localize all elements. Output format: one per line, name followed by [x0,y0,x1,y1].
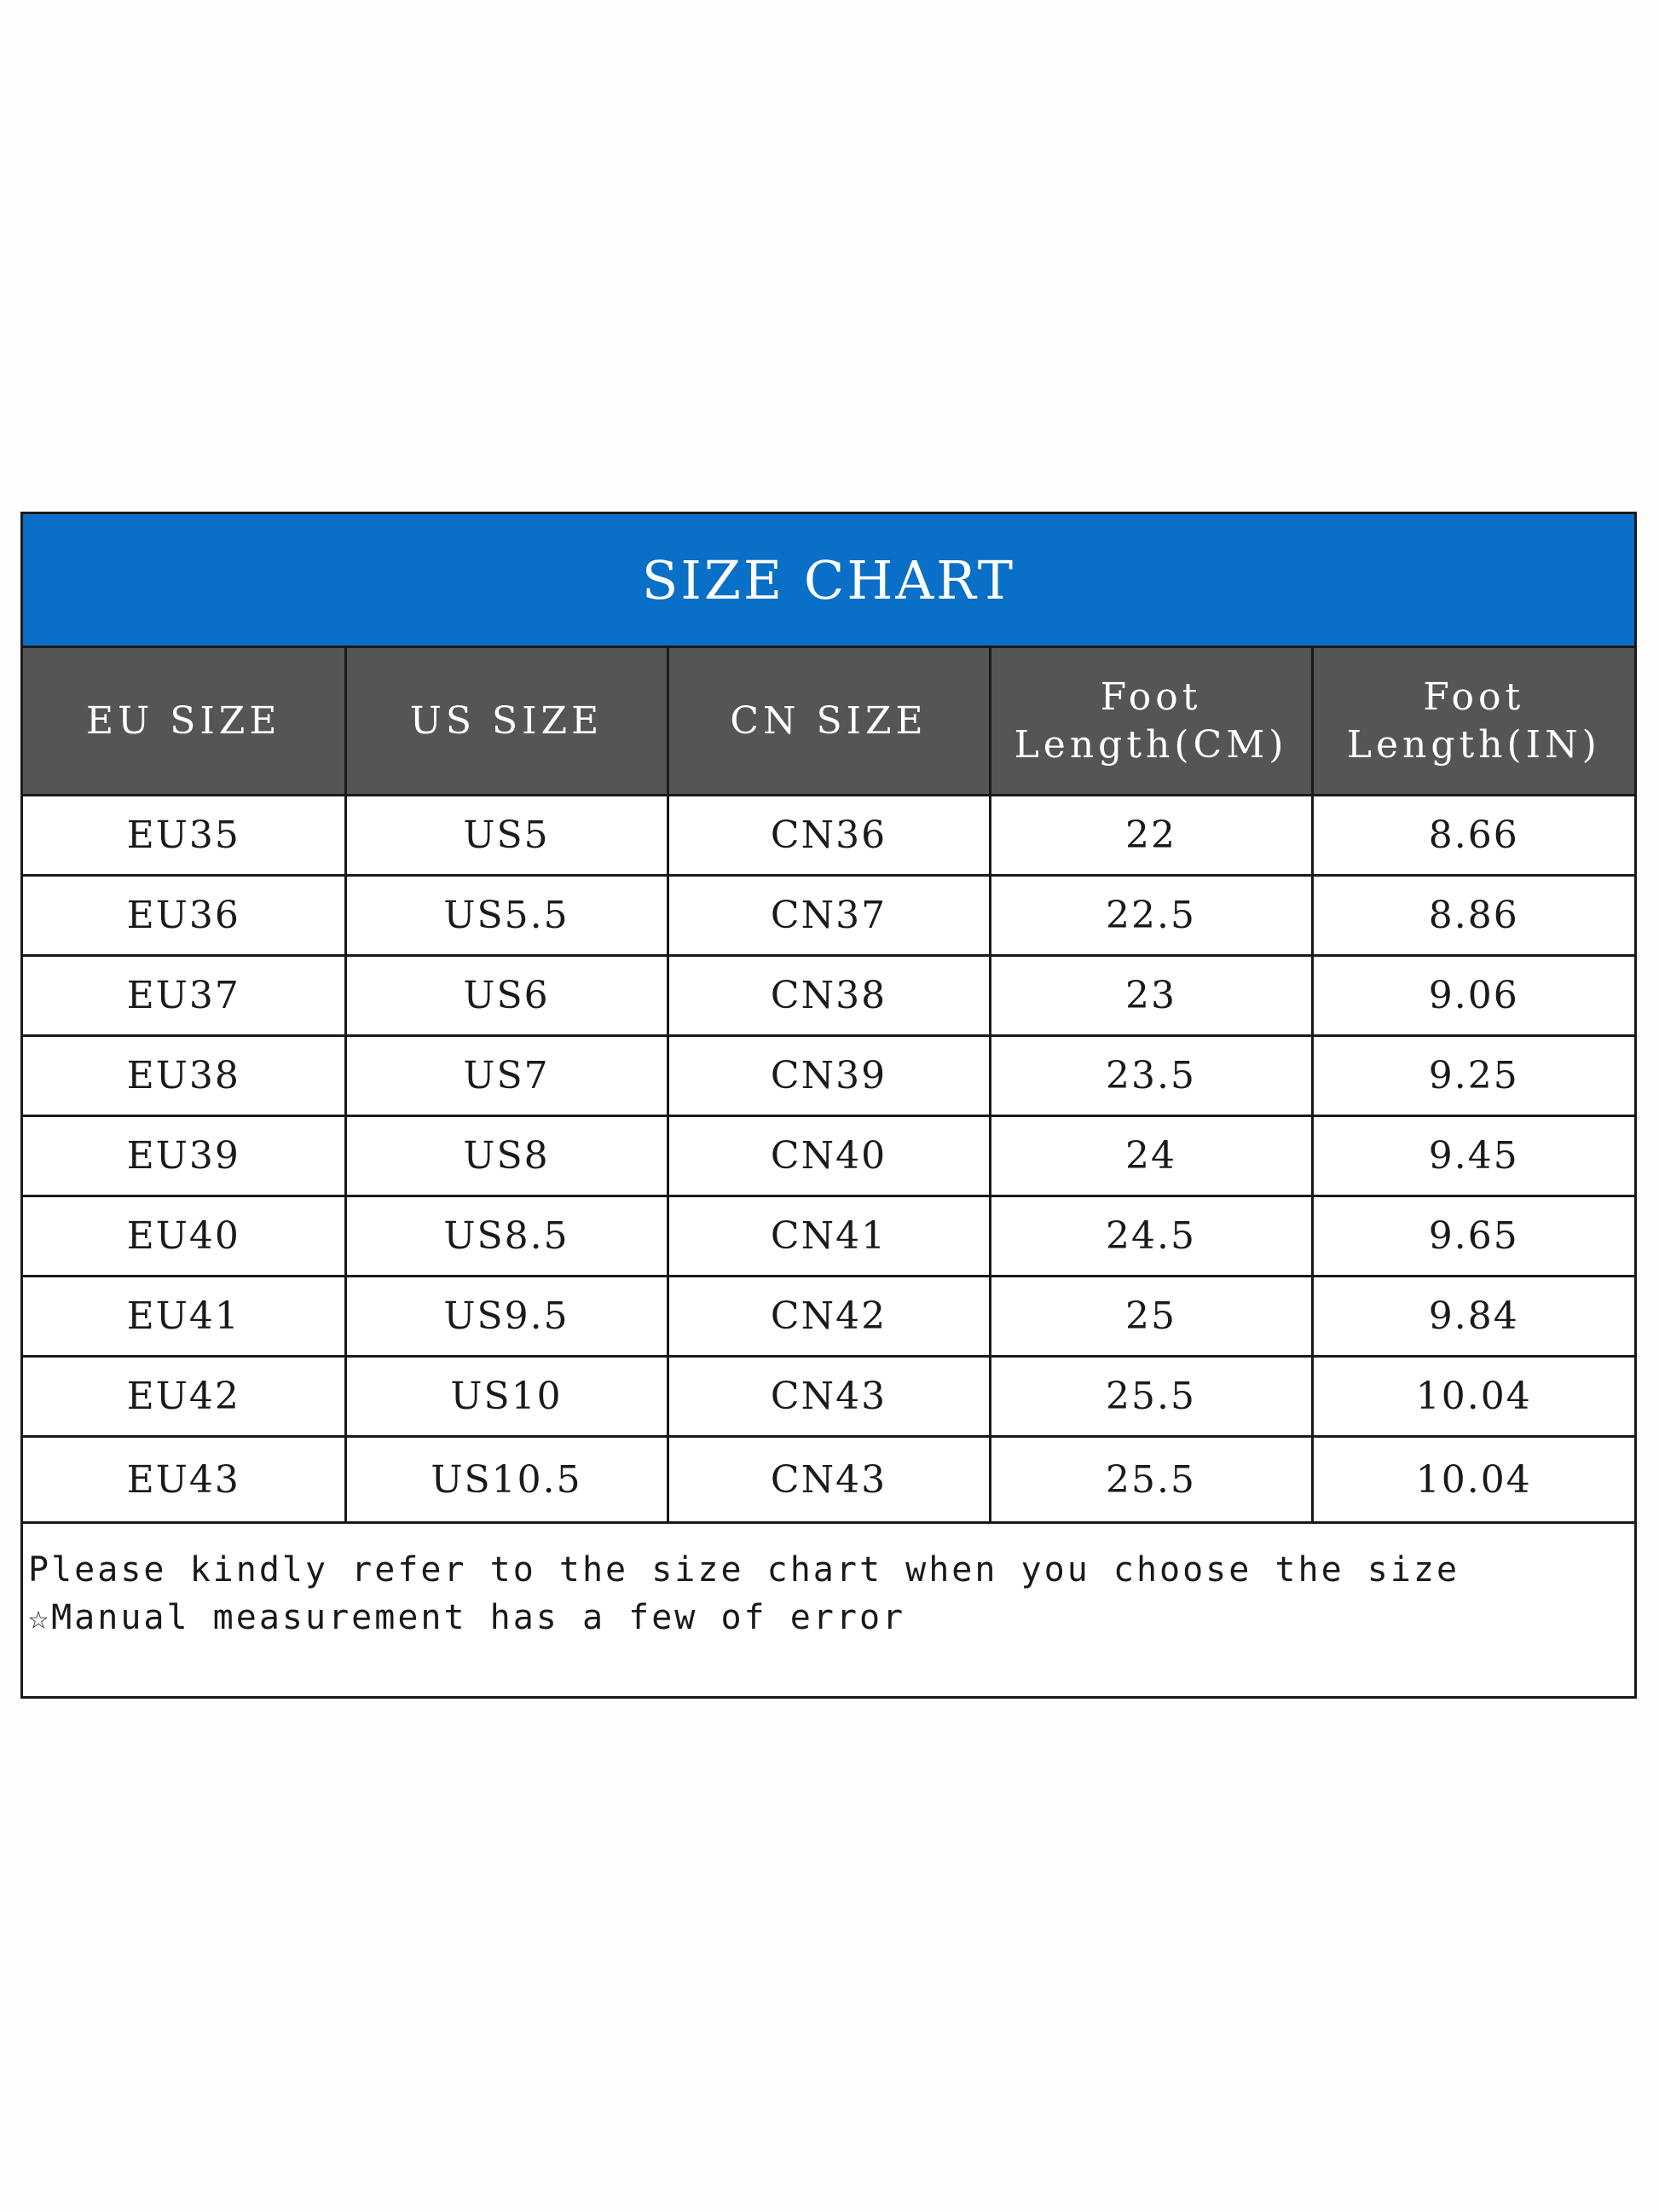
cell-cn-size: CN40 [668,1116,990,1196]
table-row [23,1437,1634,1523]
cell-foot-length-cm: 23.5 [990,1036,1312,1116]
cell-foot-length-cm: 25 [990,1277,1312,1357]
cell-foot-length-cm: 25.5 [990,1357,1312,1437]
cell-foot-length-in: 8.86 [1312,876,1634,956]
cell-us-size: US10 [345,1357,668,1437]
table-row [23,956,1634,1036]
cell-foot-length-cm: 25.5 [990,1437,1312,1523]
cell-eu-size: EU43 [23,1437,345,1523]
cell-foot-length-cm: 24.5 [990,1196,1312,1277]
cell-foot-length-cm: 22 [990,796,1312,876]
table-row [23,1116,1634,1196]
cell-foot-length-in: 9.06 [1312,956,1634,1036]
cell-eu-size: EU36 [23,876,345,956]
cell-cn-size: CN37 [668,876,990,956]
note-refer-chart: Please kindly refer to the size chart when you choose the size [28,1550,1460,1590]
cell-us-size: US7 [345,1036,668,1116]
table-row [23,876,1634,956]
size-chart [20,512,1637,1699]
cell-eu-size: EU35 [23,796,345,876]
header-foot-length-in: Foot Length(IN) [1312,648,1634,796]
cell-eu-size: EU38 [23,1036,345,1116]
table-row [23,796,1634,876]
cell-us-size: US9.5 [345,1277,668,1357]
cell-foot-length-in: 9.65 [1312,1196,1634,1277]
cell-foot-length-in: 9.84 [1312,1277,1634,1357]
note-manual-measurement: ☆Manual measurement has a few of error [28,1598,906,1637]
cell-foot-length-in: 8.66 [1312,796,1634,876]
cell-us-size: US6 [345,956,668,1036]
cell-us-size: US8 [345,1116,668,1196]
cell-cn-size: CN38 [668,956,990,1036]
header-eu-size: EU SIZE [23,648,345,796]
cell-foot-length-in: 10.04 [1312,1437,1634,1523]
cell-eu-size: EU37 [23,956,345,1036]
cell-eu-size: EU42 [23,1357,345,1437]
cell-foot-length-cm: 24 [990,1116,1312,1196]
header-row [23,648,1634,796]
size-notes [23,1524,1634,1642]
cell-cn-size: CN43 [668,1357,990,1437]
header-us-size: US SIZE [345,648,668,796]
cell-eu-size: EU41 [23,1277,345,1357]
size-table [23,648,1634,1524]
cell-us-size: US5 [345,796,668,876]
cell-us-size: US10.5 [345,1437,668,1523]
cell-foot-length-cm: 22.5 [990,876,1312,956]
header-cn-size: CN SIZE [668,648,990,796]
cell-eu-size: EU40 [23,1196,345,1277]
table-row [23,1036,1634,1116]
table-row [23,1357,1634,1437]
table-row [23,1277,1634,1357]
cell-cn-size: CN36 [668,796,990,876]
cell-cn-size: CN43 [668,1437,990,1523]
cell-us-size: US8.5 [345,1196,668,1277]
cell-us-size: US5.5 [345,876,668,956]
cell-foot-length-in: 9.45 [1312,1116,1634,1196]
cell-cn-size: CN41 [668,1196,990,1277]
table-row [23,1196,1634,1277]
cell-cn-size: CN39 [668,1036,990,1116]
chart-title: SIZE CHART [23,514,1634,648]
cell-foot-length-in: 9.25 [1312,1036,1634,1116]
header-foot-length-cm: Foot Length(CM) [990,648,1312,796]
cell-foot-length-cm: 23 [990,956,1312,1036]
cell-eu-size: EU39 [23,1116,345,1196]
cell-cn-size: CN42 [668,1277,990,1357]
cell-foot-length-in: 10.04 [1312,1357,1634,1437]
